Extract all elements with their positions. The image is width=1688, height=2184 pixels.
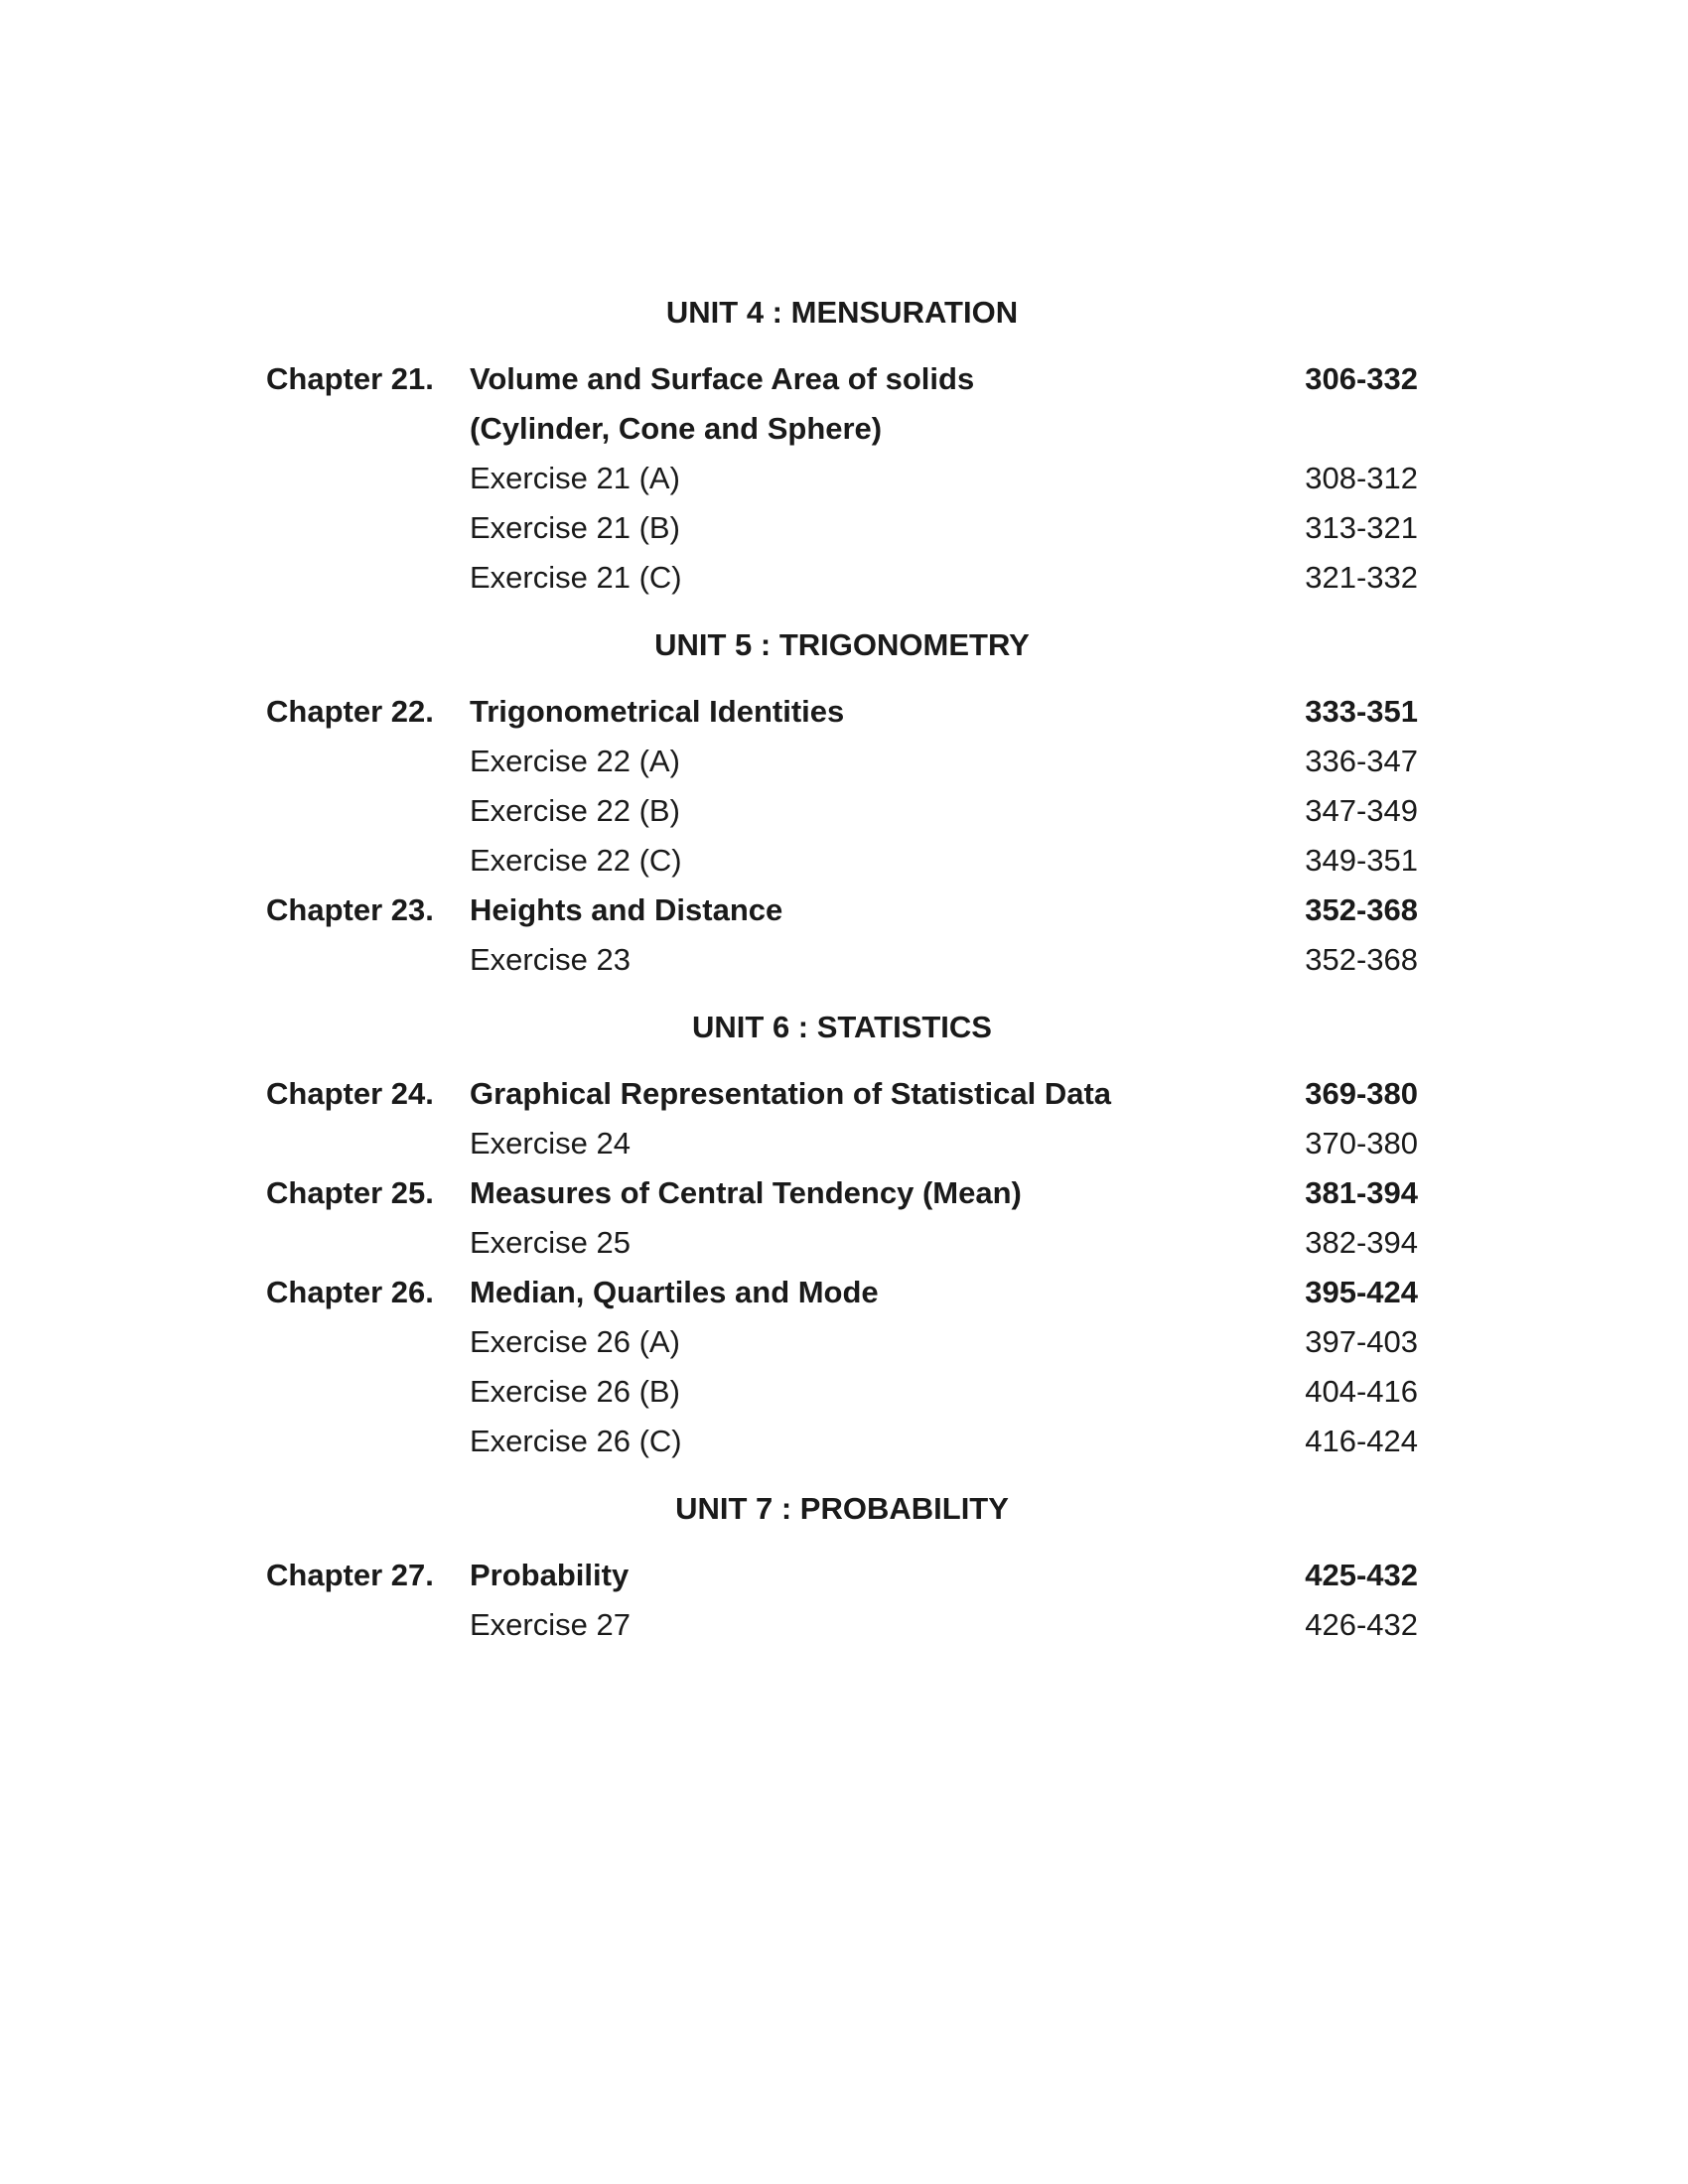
page-range: 369-380 [1305,1076,1418,1111]
toc-row-chapter-22 [0,692,1688,732]
page-range: 382-394 [1305,1225,1418,1260]
chapter-number: Chapter 23. [266,892,434,927]
unit-heading: UNIT 5 : TRIGONOMETRY [654,627,1030,662]
toc-row-chapter-23 [0,890,1688,930]
toc-row-chapter-21-subtitle [0,409,1688,449]
page-range: 313-321 [1305,510,1418,545]
chapter-number: Chapter 26. [266,1275,434,1309]
chapter-number: Chapter 24. [266,1076,434,1111]
exercise-title: Exercise 21 (A) [470,461,680,495]
chapter-number: Chapter 21. [266,361,434,396]
chapter-number: Chapter 22. [266,694,434,729]
page-range: 381-394 [1305,1175,1418,1210]
toc-row-exercise [0,791,1688,831]
chapter-subtitle: (Cylinder, Cone and Sphere) [470,411,883,446]
chapter-title: Median, Quartiles and Mode [470,1275,879,1309]
unit-heading: UNIT 6 : STATISTICS [692,1010,992,1044]
unit-heading: UNIT 7 : PROBABILITY [675,1491,1009,1526]
toc-row-chapter-27 [0,1556,1688,1595]
page-range: 416-424 [1305,1424,1418,1458]
page-range: 425-432 [1305,1558,1418,1592]
chapter-title: Graphical Representation of Statistical Data [470,1076,1112,1111]
toc-row-exercise [0,940,1688,980]
page-range: 321-332 [1305,560,1418,595]
exercise-title: Exercise 24 [470,1126,631,1160]
toc-row-exercise [0,1372,1688,1412]
toc-row-exercise [0,459,1688,498]
toc-row-exercise [0,1124,1688,1163]
toc-row-exercise [0,1322,1688,1362]
exercise-title: Exercise 21 (B) [470,510,680,545]
page-range: 426-432 [1305,1607,1418,1642]
toc-row-chapter-26 [0,1273,1688,1312]
page-range: 308-312 [1305,461,1418,495]
chapter-number: Chapter 27. [266,1558,434,1592]
exercise-title: Exercise 25 [470,1225,631,1260]
chapter-title: Trigonometrical Identities [470,694,845,729]
page-range: 397-403 [1305,1324,1418,1359]
page-range: 336-347 [1305,744,1418,778]
chapter-title: Volume and Surface Area of solids [470,361,975,396]
toc-row-exercise [0,841,1688,881]
page-range: 404-416 [1305,1374,1418,1409]
exercise-title: Exercise 27 [470,1607,631,1642]
unit-heading: UNIT 4 : MENSURATION [665,295,1019,330]
toc-row-chapter-25 [0,1173,1688,1213]
toc-row-exercise [0,508,1688,548]
exercise-title: Exercise 26 (C) [470,1424,682,1458]
toc-row-exercise [0,1223,1688,1263]
exercise-title: Exercise 22 (B) [470,793,680,828]
page-range: 370-380 [1305,1126,1418,1160]
chapter-title: Measures of Central Tendency (Mean) [470,1175,1022,1210]
page-range: 349-351 [1305,843,1418,878]
exercise-title: Exercise 22 (A) [470,744,680,778]
page-range: 352-368 [1305,942,1418,977]
toc-row-chapter-21 [0,359,1688,399]
page-range: 395-424 [1305,1275,1418,1309]
exercise-title: Exercise 26 (B) [470,1374,680,1409]
exercise-title: Exercise 26 (A) [470,1324,680,1359]
toc-row-exercise [0,1422,1688,1461]
chapter-title: Heights and Distance [470,892,783,927]
toc-row-exercise [0,1605,1688,1645]
page-range: 306-332 [1305,361,1418,396]
exercise-title: Exercise 23 [470,942,631,977]
chapter-number: Chapter 25. [266,1175,434,1210]
chapter-title: Probability [470,1558,630,1592]
page-range: 333-351 [1305,694,1418,729]
toc-row-exercise [0,558,1688,598]
page-range: 347-349 [1305,793,1418,828]
page-range: 352-368 [1305,892,1418,927]
toc-row-chapter-24 [0,1074,1688,1114]
exercise-title: Exercise 22 (C) [470,843,682,878]
exercise-title: Exercise 21 (C) [470,560,682,595]
toc-row-exercise [0,742,1688,781]
